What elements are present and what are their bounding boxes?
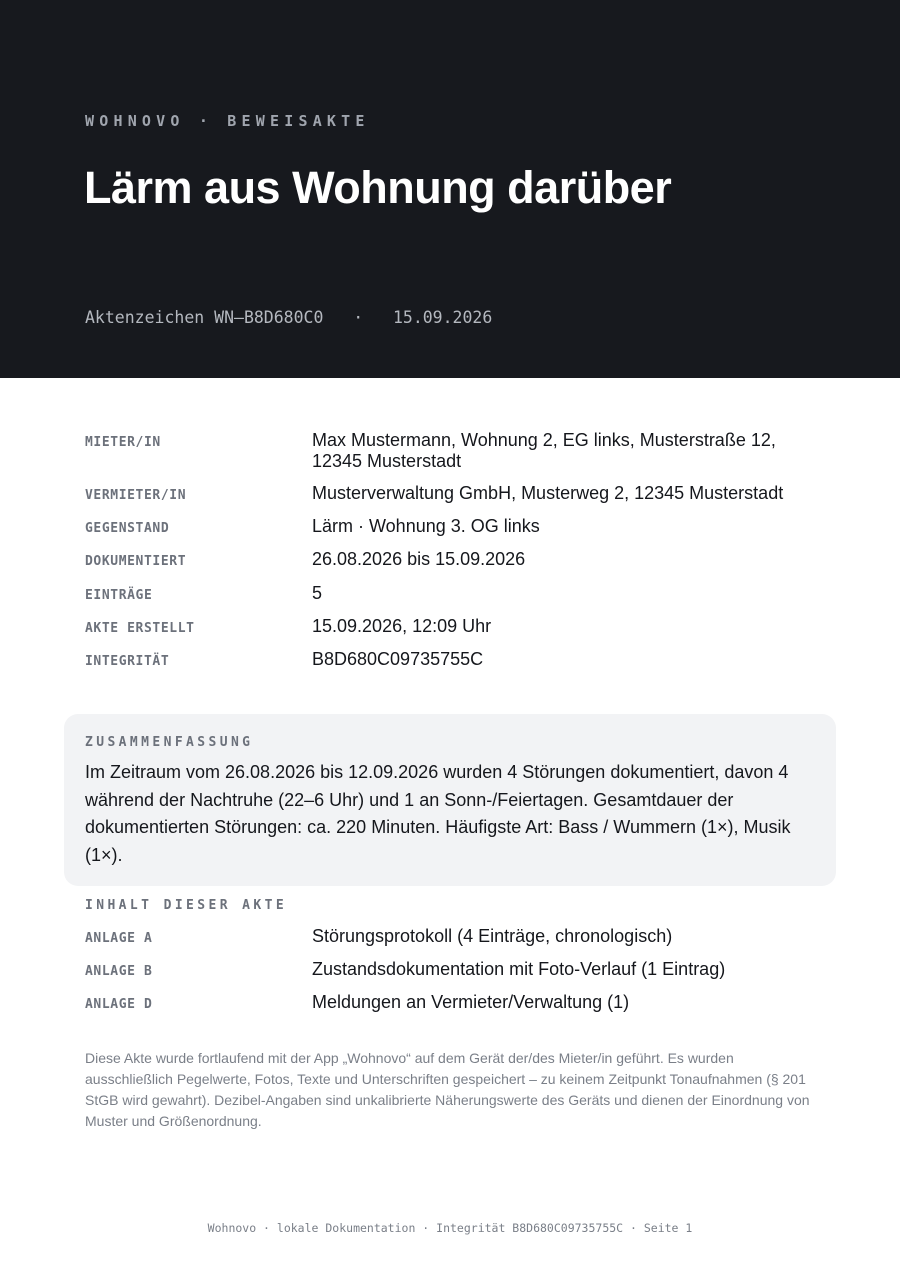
detail-value: B8D680C09735755C xyxy=(312,649,484,669)
detail-label: DOKUMENTIERT xyxy=(85,554,187,569)
header-eyebrow: WOHNOVO · BEWEISAKTE xyxy=(85,112,370,130)
header-banner xyxy=(0,0,900,378)
summary-box xyxy=(64,714,836,886)
detail-value: Musterverwaltung GmbH, Musterweg 2, 12345 Musterstadt xyxy=(312,483,784,503)
detail-label: GEGENSTAND xyxy=(85,521,170,536)
attachment-label: ANLAGE B xyxy=(85,964,153,979)
legal-disclaimer: Diese Akte wurde fortlaufend mit der App „Wohnovo“ auf dem Gerät der/des Mieter/in geführt. Es wurden ausschließlich Pegelwerte, Fotos, Texte und Unterschriften gespeichert – zu keinem Zeitpunkt Tonaufnahmen (§ 201 StGB wird gewahrt). Dezibel-Angaben sind unkalibrierte Näherungswerte des Geräts und dienen der Einordnung von Muster und Größenordnung. xyxy=(85,1050,810,1129)
contents-heading: INHALT DIESER AKTE xyxy=(85,898,288,913)
attachment-value: Störungsprotokoll (4 Einträge, chronologisch) xyxy=(312,926,673,946)
detail-value: 15.09.2026, 12:09 Uhr xyxy=(312,616,492,636)
page-title: Lärm aus Wohnung darüber xyxy=(84,162,672,213)
detail-label: MIETER/IN xyxy=(85,435,161,450)
summary-text: Im Zeitraum vom 26.08.2026 bis 12.09.2026 wurden 4 Störungen dokumentiert, davon 4 während der Nachtruhe (22–6 Uhr) und 1 an Sonn-/Feiertagen. Gesamtdauer der dokumentierten Störungen: ca. 220 Minuten. Häufigste Art: Bass / Wummern (1×), Musik (1×). xyxy=(85,762,791,865)
summary-label: ZUSAMMENFASSUNG xyxy=(85,735,254,750)
attachment-label: ANLAGE D xyxy=(85,997,153,1012)
attachment-value: Zustandsdokumentation mit Foto-Verlauf (1 Eintrag) xyxy=(312,959,726,979)
detail-value: Max Mustermann, Wohnung 2, EG links, Musterstraße 12, 12345 Musterstadt xyxy=(312,430,776,471)
detail-label: INTEGRITÄT xyxy=(85,654,170,669)
detail-label: VERMIETER/IN xyxy=(85,488,187,503)
attachment-value: Meldungen an Vermieter/Verwaltung (1) xyxy=(312,992,630,1012)
detail-label: EINTRÄGE xyxy=(85,588,153,603)
detail-value: 5 xyxy=(312,583,323,603)
detail-value: 26.08.2026 bis 15.09.2026 xyxy=(312,549,526,569)
file-reference: Aktenzeichen WN–B8D680C0 · 15.09.2026 xyxy=(85,308,493,327)
detail-value: Lärm · Wohnung 3. OG links xyxy=(312,516,540,536)
detail-label: AKTE ERSTELLT xyxy=(85,621,195,636)
attachment-label: ANLAGE A xyxy=(85,931,153,946)
page-footer: Wohnovo · lokale Dokumentation · Integrität B8D680C09735755C · Seite 1 xyxy=(207,1221,693,1235)
